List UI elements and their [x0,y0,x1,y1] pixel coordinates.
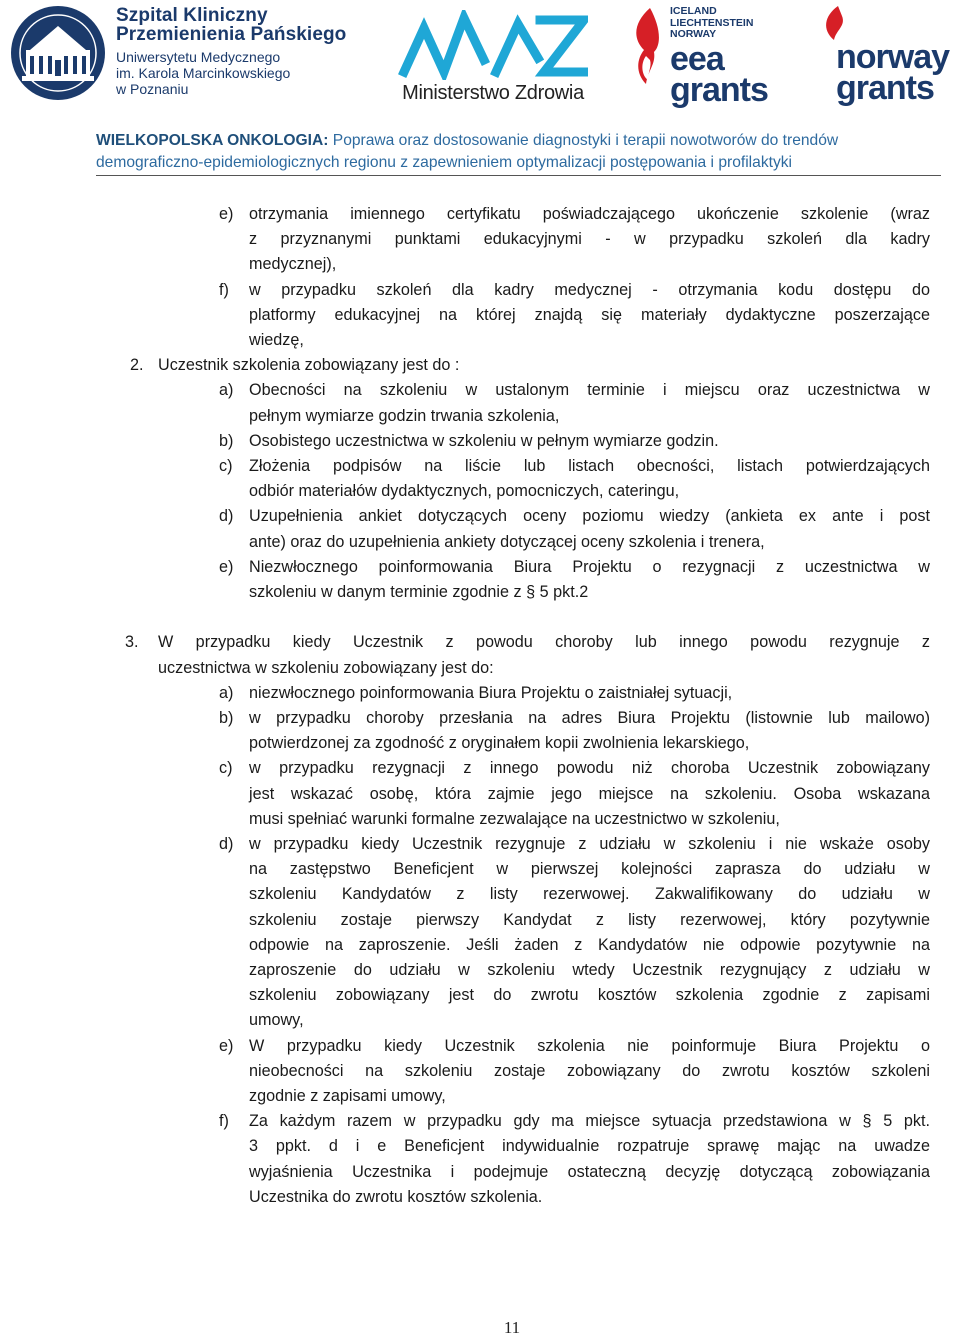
list-label: a) [219,683,234,702]
project-title-rest: Poprawa oraz dostosowanie diagnostyki i terapii nowotworów do trendów [332,132,839,149]
list-item-line: z przyznanymi punktami edukacyjnymi - w przypadku szkoleń dla kadry [249,230,930,249]
list-item-line: pełnym wymiarze godzin trwania szkolenia, [249,406,560,425]
list-item-line: wiedzę, [249,331,304,349]
list-item-line: otrzymania imiennego certyfikatu poświadczającego ukończenie szkolenie (wraz [249,205,930,223]
list-label: d) [219,507,234,526]
list-item-line: zgodnie z zapisami umowy, [249,1087,446,1105]
eea-country-norway: NORWAY [670,28,717,41]
eea-word: eea [670,40,724,78]
eea-countries [670,6,753,41]
list-label: b) [219,431,234,450]
project-title-line1 [96,130,944,152]
list-item-line: jest wskazać osobę, która zajmie jego miejsce na szkoleniu. Osoba wskazana [249,784,930,803]
list-item-line: szkoleniu zostaje pierwszy Kandydat z listy rezerwowej, który pozytywnie [249,910,930,929]
list-item-line: musi spełniać warunki formalne zezwalające na uczestnictwo w szkoleniu, [249,809,780,828]
list-item-line: w przypadku kiedy Uczestnik rezygnuje z udziału w szkoleniu i nie wskaże osoby [249,835,930,853]
list-item-line: platformy edukacyjnej na której znajdą się materiały dydaktyczne poszerzające [249,305,930,324]
section-number: 2. [130,356,144,375]
project-title-line2: demograficzno-epidemiologicznych regionu z zapewnieniem optymalizacji postępowania i profilaktyki [96,154,793,171]
hospital-name [116,6,346,96]
list-item-line: Uczestnika do zwrotu kosztów szkolenia. [249,1187,543,1206]
list-item-line: wyjaśnienia Uczestnika i podejmuje ostateczną decyzję dotyczącą zobowiązania [249,1162,930,1181]
ministry-mark-icon [398,10,588,80]
list-label: e) [219,557,234,576]
list-item-line: na zastępstwo Beneficjent w pierwszej kolejności zaprasza do udziału w [249,860,930,879]
norway-wordmark [836,38,950,107]
list-item-line: Złożenia podpisów na liście lub listach obecności, listach potwierdzających [249,457,930,475]
ministry-logo [398,10,588,102]
header-logos [0,0,960,108]
norway-grants-word: grants [836,68,934,107]
list-item-line: umowy, [249,1011,304,1030]
list-item-line: w przypadku choroby przesłania na adres Biura Projektu (listownie lub mailowo) [249,709,930,727]
page-number: 11 [503,1318,521,1337]
list-label: c) [219,457,233,475]
hospital-seal-icon [4,4,112,102]
section-heading: W przypadku kiedy Uczestnik z powodu choroby lub innego powodu rezygnuje z [158,633,930,652]
list-item-line: ante) oraz do uzupełnienia ankiety dotyczącej oceny szkolenia i trenera, [249,532,765,551]
list-item-line: Niezwłocznego poinformowania Biura Projektu o rezygnacji z uczestnictwa w [249,557,930,576]
eea-country-liechtenstein: LIECHTENSTEIN [670,16,754,29]
list-item-line: zaproszenie do udziału w szkoleniu wtedy Uczestnik rezygnujący z udziału w [249,961,930,979]
header-divider [96,175,941,176]
eea-grants-logo [626,4,786,109]
list-item-line: szkoleniu Kandydatów z listy rezerwowej. Zakwalifikowany do udziału w [249,885,930,904]
project-title [96,130,944,174]
list-label: f) [219,1112,229,1131]
norway-word: norway [836,38,950,76]
list-item-line: nieobecności na szkoleniu zostaje zobowiązany do zwrotu kosztów szkoleni [249,1061,930,1080]
list-item-line: Obecności na szkoleniu w ustalonym terminie i miejscu oraz uczestnictwa w [249,381,930,400]
section-heading: Uczestnik szkolenia zobowiązany jest do : [158,356,460,375]
list-item-line: medycznej), [249,255,337,274]
hospital-name-line2: Przemienienia Pańskiego [116,24,347,45]
list-label: e) [219,205,234,223]
list-label: f) [219,280,229,299]
list-label: c) [219,759,233,778]
eea-wordmark [670,40,768,109]
eea-flame-icon [626,4,666,104]
hospital-name-line1: Szpital Kliniczny [116,5,268,26]
list-item-line: 3 ppkt. d i e Beneficjent indywidualnie rozpatruje sprawę mając na uwadze [249,1137,930,1156]
list-item-line: W przypadku kiedy Uczestnik szkolenia nie poinformuje Biura Projektu o [249,1036,930,1055]
hospital-name-line3: Uniwersytetu Medycznego [116,49,281,65]
list-item-line: odbiór materiałów dydaktycznych, pomocniczych, cateringu, [249,482,680,501]
list-item-line: Osobistego uczestnictwa w szkoleniu w pełnym wymiarze godzin. [249,431,719,450]
ministry-name: Ministerstwo Zdrowia [402,82,584,104]
list-item-line: szkoleniu zobowiązany jest do zwrotu kosztów szkolenia zgodnie z zapisami [249,986,930,1005]
list-item-line: szkoleniu w danym terminie zgodnie z § 5 pkt.2 [249,583,589,601]
list-label: e) [219,1036,234,1055]
project-prefix: WIELKOPOLSKA ONKOLOGIA: [96,132,329,149]
eea-country-iceland: ICELAND [670,5,717,17]
list-label: d) [219,835,234,853]
norway-grants-logo [812,4,960,107]
list-label: a) [219,381,234,400]
list-item-line: w przypadku rezygnacji z innego powodu niż choroba Uczestnik zobowiązany [249,759,930,778]
list-label: b) [219,709,234,727]
section-heading: uczestnictwa w szkoleniu zobowiązany jest do: [158,658,494,677]
section-number: 3. [125,633,139,652]
hospital-name-line5: w Poznaniu [116,81,189,97]
list-item-line: Uzupełnienia ankiet dotyczących oceny poziomu wiedzy (ankieta ex ante i post [249,507,930,526]
list-item-line: potwierdzonej za zgodność z oryginałem kopii zwolnienia lekarskiego, [249,734,750,753]
hospital-name-line4: im. Karola Marcinkowskiego [116,65,291,81]
list-item-line: Za każdym razem w przypadku gdy ma miejsce sytuacja przedstawiona w § 5 pkt. [249,1112,930,1131]
eea-grants-word: grants [670,70,768,109]
list-item-line: odpowie na zaproszenie. Jeśli żaden z Kandydatów nie odpowie pozytywnie na [249,935,930,954]
list-item-line: w przypadku szkoleń dla kadry medycznej - otrzymania kodu dostępu do [249,280,930,299]
list-item-line: niezwłocznego poinformowania Biura Projektu o zaistniałej sytuacji, [249,683,733,702]
